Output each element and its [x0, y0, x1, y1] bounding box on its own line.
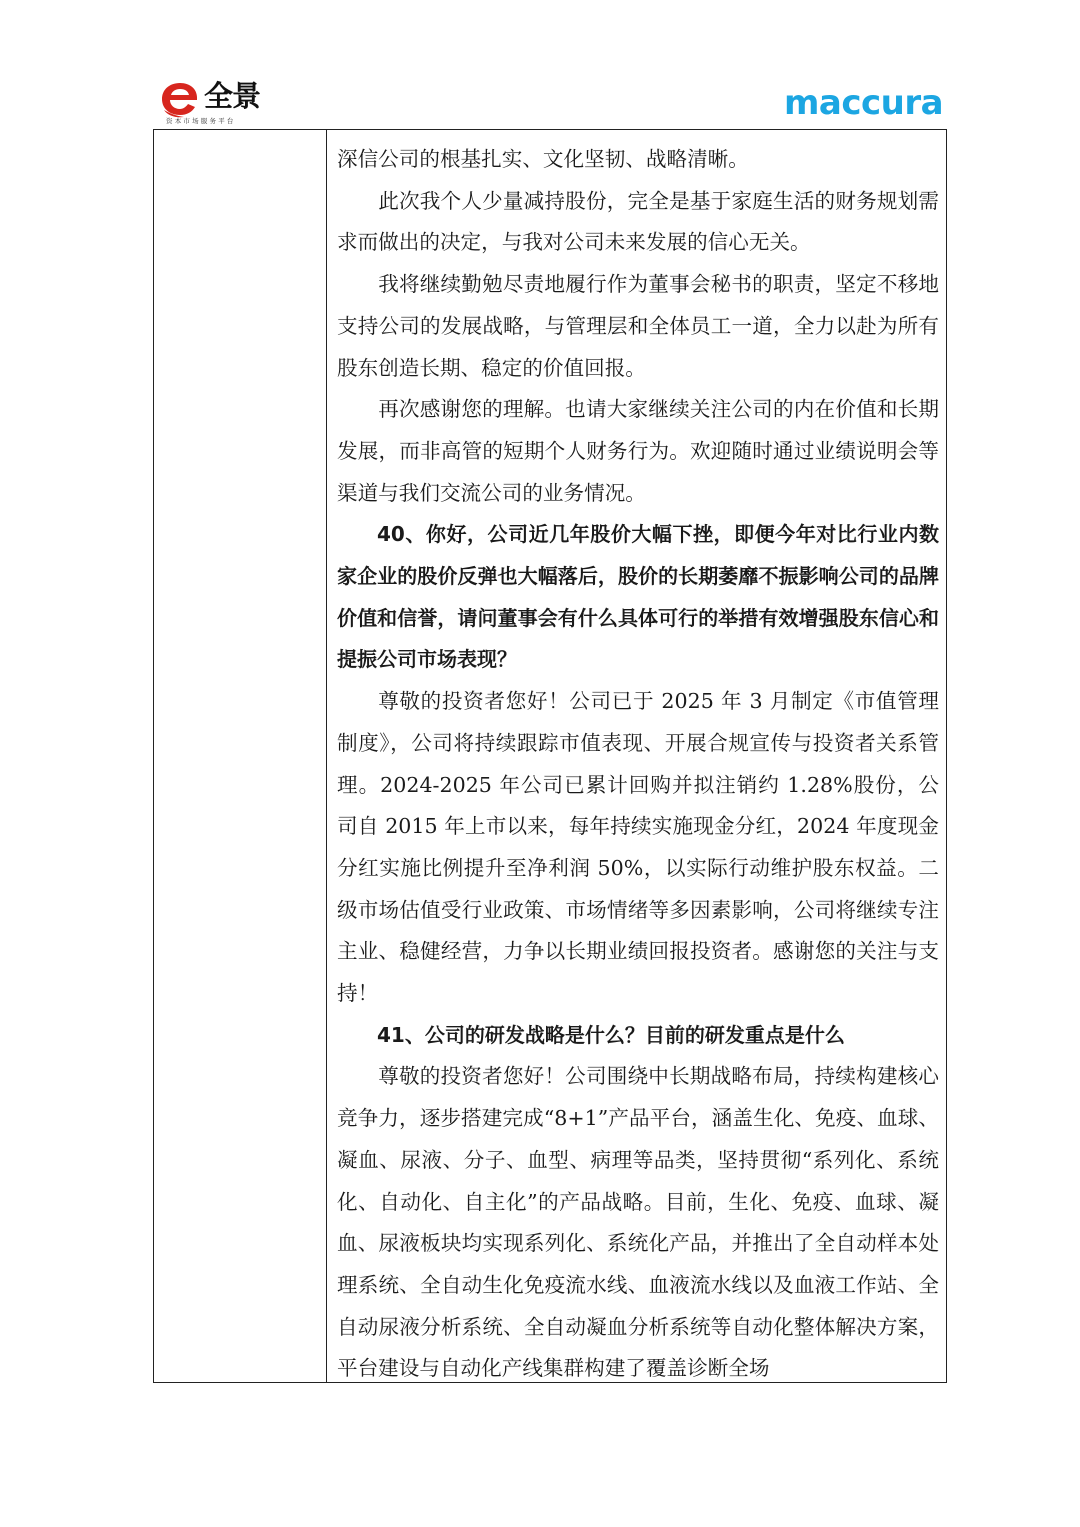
maccura-brand-text: maccura: [784, 83, 944, 123]
paragraph-body: 我将继续勤勉尽责地履行作为董事会秘书的职责，坚定不移地支持公司的发展战略，与管理层和全体员工一道，全力以赴为所有股东创造长期、稳定的价值回报。: [337, 272, 939, 380]
quanjing-logo: [160, 78, 270, 126]
e-swirl-logo-icon: [160, 80, 200, 118]
quanjing-brand-text: 全景: [204, 79, 261, 113]
paragraph-continuation: 深信公司的根基扎实、文化坚韧、战略清晰。: [337, 147, 749, 171]
answer-41: 尊敬的投资者您好！公司围绕中长期战略布局，持续构建核心竞争力，逐步搭建完成“8+1”产品平台，涵盖生化、免疫、血球、凝血、尿液、分子、血型、病理等品类，坚持贯彻“系列化、系统化、自动化、自主化”的产品战略。目前，生化、免疫、血球、凝血、尿液板块均实现系列化、系统化产品，并推出了全自动样本处理系统、全自动生化免疫流水线、血液流水线以及血液工作站、全自动尿液分析系统、全自动凝血分析系统等自动化整体解决方案，平台建设与自动化产线集群构建了覆盖诊断全场: [337, 1064, 939, 1381]
table-left-column: [154, 130, 327, 1382]
paragraph-body: 此次我个人少量减持股份，完全是基于家庭生活的财务规划需求而做出的决定，与我对公司未来发展的信心无关。: [337, 188, 939, 255]
document-table: [153, 129, 947, 1383]
table-content-cell: [337, 139, 939, 1390]
paragraph-body: 再次感谢您的理解。也请大家继续关注公司的内在价值和长期发展，而非高管的短期个人财务行为。欢迎随时通过业绩说明会等渠道与我们交流公司的业务情况。: [337, 397, 939, 505]
quanjing-tagline: 资本市场服务平台: [166, 117, 236, 125]
question-40: 40、你好，公司近几年股价大幅下挫，即便今年对比行业内数家企业的股价反弹也大幅落后，股价的长期萎靡不振影响公司的品牌价值和信誉，请问董事会有什么具体可行的举措有效增强股东信心和提振公司市场表现？: [337, 522, 939, 672]
maccura-logo: [784, 83, 952, 123]
answer-40: 尊敬的投资者您好！公司已于 2025 年 3 月制定《市值管理制度》，公司将持续跟踪市值表现、开展合规宣传与投资者关系管理。2024-2025 年公司已累计回购并拟注销约 1.28%股份，公司自 2015 年上市以来，每年持续实施现金分红，2024 年度现金分红实施比例提升至净利润 50%，以实际行动维护股东权益。二级市场估值受行业政策、市场情绪等多因素影响，公司将继续专注主业、稳健经营，力争以长期业绩回报投资者。感谢您的关注与支持！: [337, 689, 939, 1006]
question-41: 41、公司的研发战略是什么？目前的研发重点是什么: [377, 1022, 845, 1047]
